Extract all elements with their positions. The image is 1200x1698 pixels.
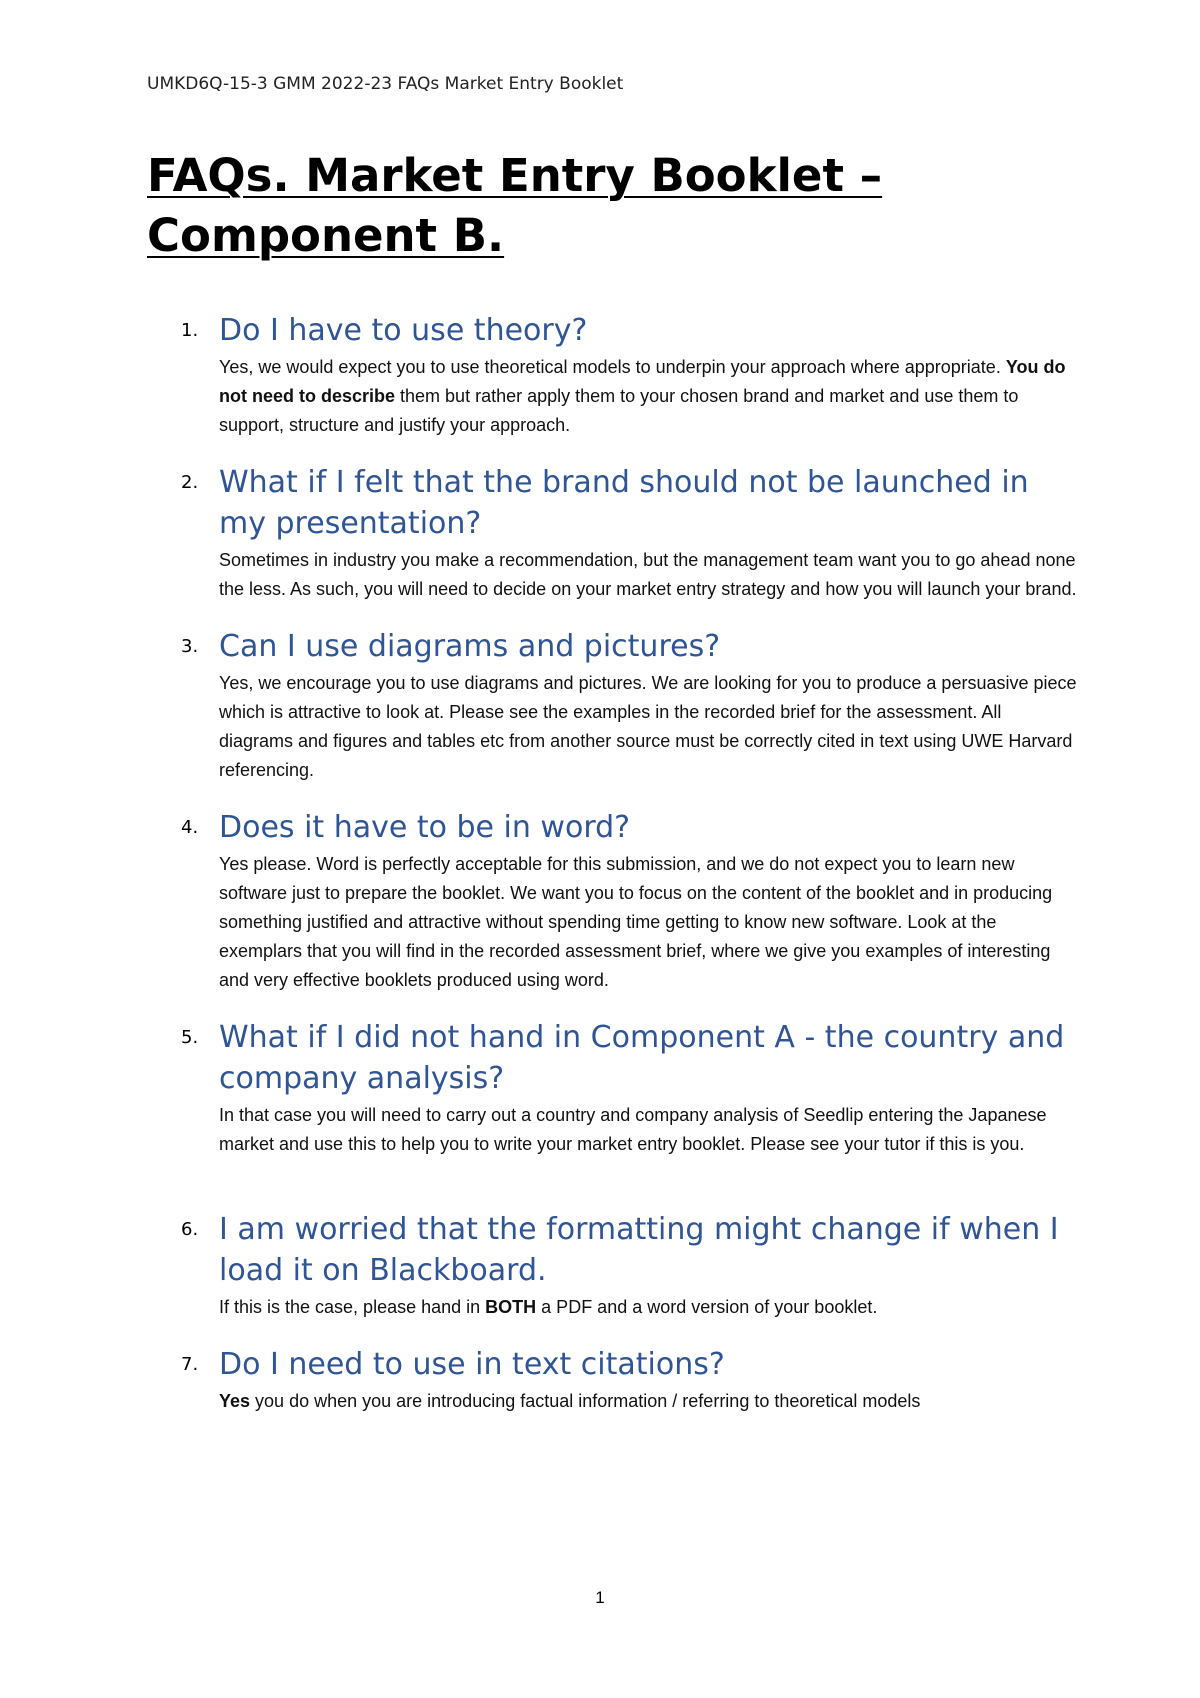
faq-answer: Yes please. Word is perfectly acceptable for this submission, and we do not expect you to learn new software just to prepare the booklet. We want you to focus on the content of the booklet and in producing something justified and attractive without spending time getting to know new software. Look at the exemplars that you will find in the recorded assessment brief, where we give you examples of interesting and very effective booklets produced using word.	[219, 854, 1053, 990]
faq-list	[147, 310, 1077, 1416]
faq-number: 6.	[181, 1219, 199, 1240]
faq-answer: If this is the case, please hand in BOTH a PDF and a word version of your booklet.	[219, 1297, 878, 1317]
faq-question: Do I need to use in text citations?	[219, 1347, 725, 1382]
faq-number: 5.	[181, 1027, 199, 1048]
faq-answer: In that case you will need to carry out a country and company analysis of Seedlip entering the Japanese market and use this to help you to write your market entry booklet. Please see your tutor if this is you.	[219, 1105, 1047, 1154]
faq-question: Does it have to be in word?	[219, 810, 631, 845]
faq-item-6	[147, 1209, 1077, 1322]
faq-question: Do I have to use theory?	[219, 313, 588, 348]
faq-item-2	[147, 462, 1077, 604]
faq-question: I am worried that the formatting might change if when I load it on Blackboard.	[219, 1212, 1059, 1288]
faq-number: 4.	[181, 817, 199, 838]
faq-question: Can I use diagrams and pictures?	[219, 629, 721, 664]
faq-number: 1.	[181, 320, 199, 341]
running-header: UMKD6Q-15-3 GMM 2022-23 FAQs Market Entry Booklet	[147, 74, 624, 94]
page-number: 1	[595, 1588, 605, 1607]
faq-item-5	[147, 1017, 1077, 1159]
faq-item-3	[147, 626, 1077, 785]
document-title: FAQs. Market Entry Booklet – Component B.	[147, 149, 883, 262]
faq-item-1	[147, 310, 1077, 440]
faq-number: 2.	[181, 472, 199, 493]
faq-answer: Yes, we encourage you to use diagrams and pictures. We are looking for you to produce a persuasive piece which is attractive to look at. Please see the examples in the recorded brief for the assessment. All diagrams and figures and tables etc from another source must be correctly cited in text using UWE Harvard referencing.	[219, 673, 1077, 780]
faq-question: What if I did not hand in Component A - the country and company analysis?	[219, 1020, 1065, 1096]
faq-answer: Yes you do when you are introducing factual information / referring to theoretical models	[219, 1391, 921, 1411]
faq-number: 7.	[181, 1354, 199, 1375]
faq-number: 3.	[181, 636, 199, 657]
faq-answer: Yes, we would expect you to use theoretical models to underpin your approach where appropriate. You do not need to describe them but rather apply them to your chosen brand and market and use them to support, structure and justify your approach.	[219, 357, 1066, 435]
faq-answer: Sometimes in industry you make a recommendation, but the management team want you to go ahead none the less. As such, you will need to decide on your market entry strategy and how you will launch your brand.	[219, 550, 1077, 599]
faq-question: What if I felt that the brand should not be launched in my presentation?	[219, 465, 1029, 541]
faq-item-4	[147, 807, 1077, 995]
faq-item-7	[147, 1344, 1077, 1416]
